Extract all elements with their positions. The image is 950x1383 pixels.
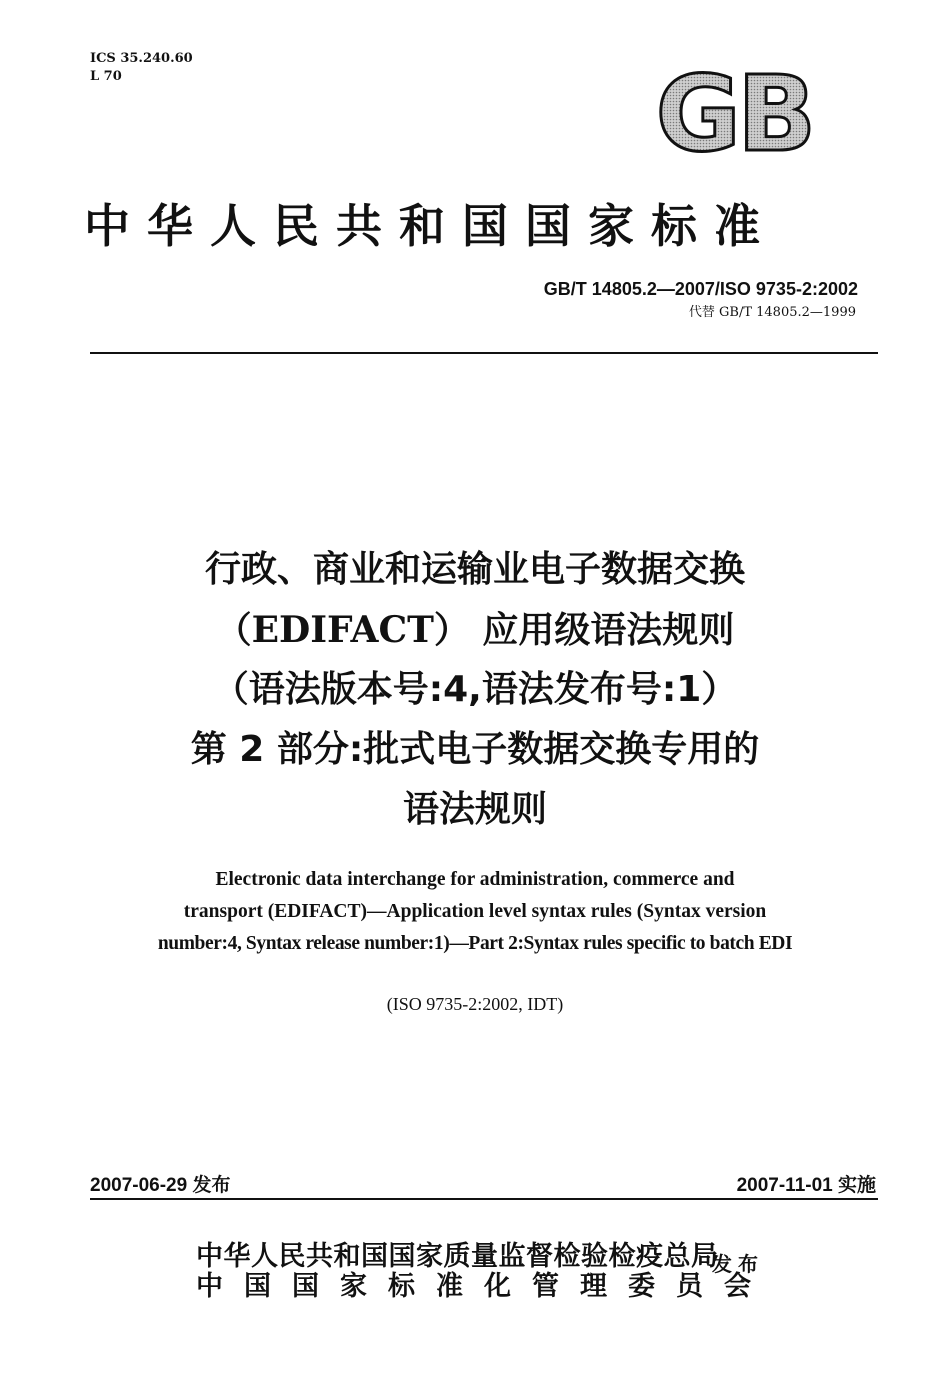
issuer-aqsiq: 中华人民共和国国家质量监督检验检疫总局 [196, 1241, 719, 1272]
classification-codes [90, 50, 193, 86]
english-title-line: Electronic data interchange for administration, commerce and [215, 869, 735, 890]
replaces-standard: 代替 GB/T 14805.2—1999 [688, 305, 856, 320]
chinese-title-line: （EDIFACT） 应用级语法规则 [215, 609, 735, 651]
national-standard-title: 中华人民共和国国家标准 [84, 199, 777, 253]
chinese-title-line: 行政、商业和运输业电子数据交换 [204, 549, 745, 590]
ccs-code: L 70 [90, 69, 122, 84]
footer-divider [90, 1198, 878, 1200]
issuer-sac: 中国国家标准化管理委员会 [196, 1271, 772, 1302]
publish-label: 发布 [712, 1252, 764, 1276]
ics-code: ICS 35.240.60 [90, 51, 193, 66]
header-divider [90, 352, 878, 354]
gb-logo [636, 70, 832, 156]
svg-text:GB: GB [655, 70, 813, 156]
chinese-title-line: 语法规则 [402, 789, 547, 830]
english-title-line: number:4, Syntax release number:1)—Part 2:Syntax rules specific to batch EDI [157, 933, 793, 954]
chinese-title-line: （语法版本号:4,语法发布号:1） [212, 669, 738, 710]
english-title [95, 864, 855, 960]
issue-date: 2007-06-29 发布 [90, 1175, 231, 1196]
chinese-title [60, 540, 890, 840]
standard-number: GB/T 14805.2—2007/ISO 9735-2:2002 [543, 279, 858, 299]
iso-equivalence: (ISO 9735-2:2002, IDT) [386, 994, 564, 1014]
implementation-date: 2007-11-01 实施 [736, 1175, 876, 1196]
english-title-line: transport (EDIFACT)—Application level syntax rules (Syntax version [183, 901, 767, 922]
chinese-title-line: 第 2 部分:批式电子数据交换专用的 [190, 729, 760, 770]
